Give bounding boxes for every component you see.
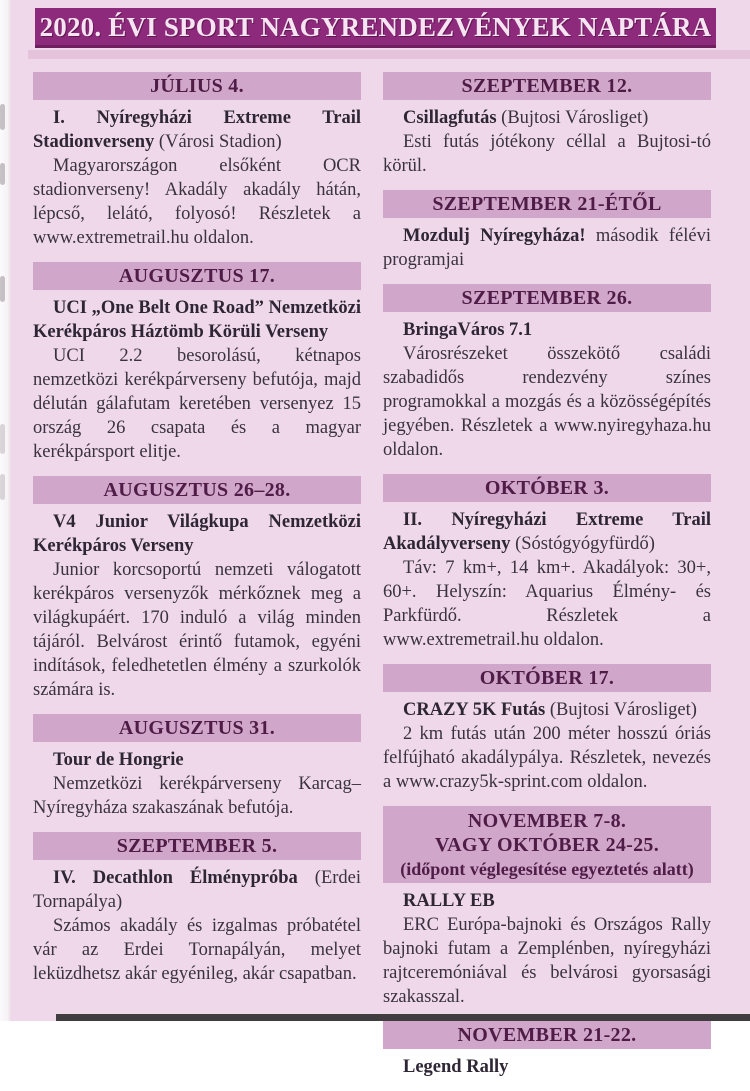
event-title-suffix: (Bujtosi Városliget) <box>501 108 649 128</box>
event-szeptember-21-etol <box>383 190 711 272</box>
event-title-text: Legend Rally <box>403 1057 509 1077</box>
event-title <box>383 889 711 913</box>
event-title-text: RALLY EB <box>403 891 495 911</box>
event-title-text: IV. Decathlon Élménypróba <box>53 868 298 888</box>
event-description: UCI 2.2 besorolású, kétnapos nemzetközi kerékpárverseny befutója, majd délután gálafutam keretében versenyez 15 ország 26 csapata és a magyar kerékpársport elitje. <box>33 346 361 462</box>
event-title-text: Tour de Hongrie <box>53 750 184 770</box>
event-title <box>383 318 711 342</box>
event-title <box>383 224 711 272</box>
event-title <box>33 748 361 772</box>
event-augusztus-17 <box>33 262 361 464</box>
page-title-banner <box>35 8 716 48</box>
event-title-suffix: (Városi Stadion) <box>158 132 282 152</box>
event-date-band <box>383 806 711 883</box>
event-szeptember-5 <box>33 832 361 986</box>
event-date: OKTÓBER 3. <box>484 477 610 499</box>
event-title <box>383 508 711 556</box>
scan-artifact <box>0 424 5 454</box>
event-title <box>383 698 711 722</box>
event-description: Junior korcsoportú nemzeti válogatott kerékpáros versenyzők mérkőznek meg a világkupáért. 170 induló a világ minden tájáról. Belvárost érintő futamok, egyéni indítások, feledhetetlen élmény a szurkolók számára is. <box>33 560 361 700</box>
event-augusztus-26-28 <box>33 476 361 702</box>
event-oktober-3 <box>383 474 711 652</box>
event-date: AUGUSZTUS 17. <box>118 265 276 287</box>
event-description: Esti futás jótékony céllal a Bujtosi-tó körül. <box>383 132 711 176</box>
scan-artifact <box>0 163 5 185</box>
event-oktober-17 <box>383 664 711 794</box>
event-date-band <box>383 664 711 692</box>
scan-artifact <box>0 474 5 500</box>
scan-artifact <box>0 104 5 130</box>
event-description: ERC Európa-bajnoki és Országos Rally bajnoki futam a Zemplénben, nyíregyházi rajtceremóniával és belvárosi gyorsasági szakasszal. <box>383 915 711 1007</box>
event-szeptember-12 <box>383 72 711 178</box>
event-date: NOVEMBER 7-8. <box>467 810 627 832</box>
event-date-band <box>33 832 361 860</box>
event-title-text: BringaVáros 7.1 <box>403 320 533 340</box>
event-description: Magyarországon elsőként OCR stadionverseny! Akadály akadály hátán, lépcső, lelátó, folyosó! Részletek a www.extremetrail.hu oldalon. <box>33 156 361 248</box>
event-date: NOVEMBER 21-22. <box>457 1024 637 1046</box>
event-date-band <box>383 190 711 218</box>
event-date-band <box>383 72 711 100</box>
event-date-band <box>33 262 361 290</box>
event-title-text: Csillagfutás <box>403 108 497 128</box>
event-title-text: CRAZY 5K Futás <box>403 700 546 720</box>
event-title <box>33 866 361 914</box>
event-date-band <box>33 72 361 100</box>
banner-shadow <box>28 50 750 59</box>
event-date: AUGUSZTUS 26–28. <box>103 479 291 501</box>
event-date-band <box>383 284 711 312</box>
event-description: Nemzetközi kerékpárverseny Karcag–Nyíregyháza szakaszának befutója. <box>33 774 361 818</box>
event-title-suffix: második félévi programjai <box>383 226 711 270</box>
event-title <box>383 1055 711 1079</box>
event-description: 2 km futás után 200 méter hosszú óriás felfújható akadálypálya. Részletek, nevezés a www.crazy5k-sprint.com oldalon. <box>383 724 711 792</box>
event-title <box>33 510 361 558</box>
event-description: Számos akadály és izgalmas próbatétel vár az Erdei Tornapályán, melyet leküzdhetsz akár egyénileg, akár csapatban. <box>33 916 361 984</box>
left-column <box>33 72 361 998</box>
event-date: SZEPTEMBER 5. <box>116 835 278 857</box>
event-title-suffix: (Bujtosi Városliget) <box>549 700 697 720</box>
event-november-7-8 <box>383 806 711 1009</box>
event-title-suffix: (Erdei Tornapálya) <box>33 868 362 912</box>
event-date-alt: VAGY OKTÓBER 24-25. <box>434 834 660 856</box>
event-title <box>33 296 361 344</box>
event-november-21-22 <box>383 1021 711 1079</box>
event-title <box>383 106 711 130</box>
event-date: SZEPTEMBER 21-ÉTŐL <box>432 193 662 215</box>
event-title-text: II. Nyíregyházi Extreme Trail Akadályverseny <box>383 510 711 554</box>
scan-left-margin <box>0 0 11 1021</box>
event-date-band <box>33 714 361 742</box>
event-date-band <box>33 476 361 504</box>
event-title-text: UCI „One Belt One Road” Nemzetközi Kerékpáros Háztömb Körüli Verseny <box>33 298 361 342</box>
scan-artifact <box>0 276 5 302</box>
event-date-band <box>383 1021 711 1049</box>
event-date-note: (időpont véglegesítése egyeztetés alatt) <box>400 859 694 879</box>
event-title-text: V4 Junior Világkupa Nemzetközi Kerékpáros Verseny <box>33 512 361 556</box>
right-column <box>383 72 711 1091</box>
event-julius-4 <box>33 72 361 250</box>
event-date: OKTÓBER 17. <box>479 667 615 689</box>
event-date: SZEPTEMBER 12. <box>461 75 633 97</box>
page-title: 2020. ÉVI SPORT NAGYRENDEZVÉNYEK NAPTÁRA <box>39 12 712 42</box>
event-date: JÚLIUS 4. <box>150 75 244 97</box>
event-date: SZEPTEMBER 26. <box>461 287 633 309</box>
event-description: Táv: 7 km+, 14 km+. Akadályok: 30+, 60+. Helyszín: Aquarius Élmény- és Parkfürdő. Részletek a www.extremetrail.hu oldalon. <box>383 558 711 650</box>
event-title-suffix: (Sóstógyógyfürdő) <box>515 534 655 554</box>
event-description: Városrészeket összekötő családi szabadidős rendezvény színes programokkal a mozgás és a közösségépítés jegyében. Részletek a www.nyiregyhaza.hu oldalon. <box>383 344 711 460</box>
event-augusztus-31 <box>33 714 361 820</box>
event-szeptember-26 <box>383 284 711 462</box>
event-date-band <box>383 474 711 502</box>
event-title-text: Mozdulj Nyíregyháza! <box>403 226 586 246</box>
event-title-text: I. Nyíregyházi Extreme Trail Stadionverseny <box>33 108 361 152</box>
event-date: AUGUSZTUS 31. <box>118 717 276 739</box>
event-title <box>33 106 361 154</box>
scan-bottom-edge <box>56 1014 750 1021</box>
